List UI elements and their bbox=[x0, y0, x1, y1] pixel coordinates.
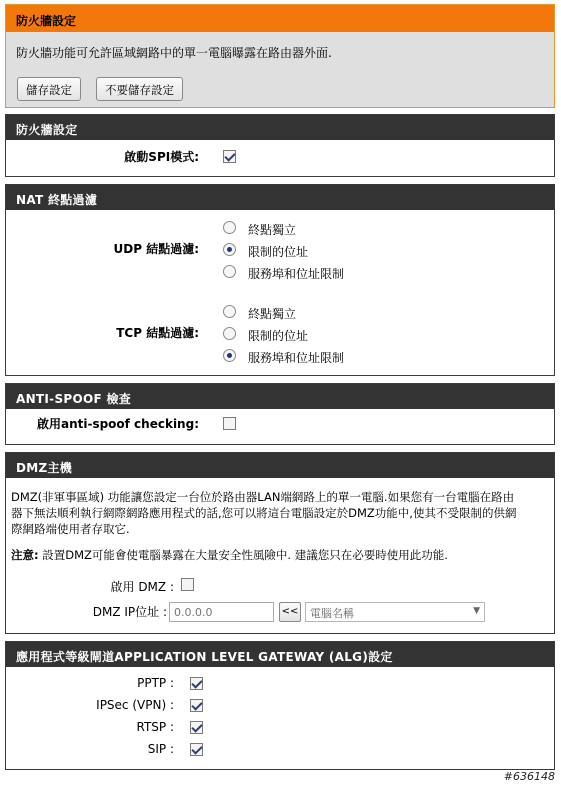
intro-title: 防火牆設定 bbox=[6, 5, 554, 32]
copy-computer-ip-button[interactable]: << bbox=[279, 602, 301, 622]
nat-filtering-section bbox=[5, 184, 555, 376]
firewall-settings-section bbox=[5, 114, 555, 177]
alg-section bbox=[5, 641, 555, 770]
anti-spoof-label: 啟用anti-spoof checking: bbox=[36, 417, 199, 431]
tcp-option-label: 限制的位址 bbox=[248, 329, 309, 343]
udp-option-label: 限制的位址 bbox=[248, 245, 309, 259]
alg-sip-checkbox[interactable] bbox=[190, 743, 203, 756]
spi-label: 啟動SPI模式: bbox=[124, 150, 199, 164]
tcp-option-label: 服務埠和位址限制 bbox=[248, 351, 345, 365]
udp-option-label: 終點獨立 bbox=[248, 223, 297, 237]
tcp-radio-port-address-restricted[interactable] bbox=[223, 349, 236, 362]
tcp-radio-endpoint-independent[interactable] bbox=[223, 305, 236, 318]
alg-rtsp-label: RTSP : bbox=[136, 720, 174, 734]
dmz-description-line: 際網路端使用者存取它. bbox=[11, 522, 130, 536]
save-settings-button[interactable]: 儲存設定 bbox=[17, 77, 81, 101]
tcp-option-label: 終點獨立 bbox=[248, 307, 297, 321]
udp-radio-port-address-restricted[interactable] bbox=[223, 265, 236, 278]
dmz-note bbox=[11, 547, 448, 563]
dmz-description-line: 器下無法順利執行網際網路應用程式的話,您可以將這台電腦設定於DMZ功能中,使其不受限制的供網 bbox=[11, 506, 517, 520]
alg-ipsec-checkbox[interactable] bbox=[190, 699, 203, 712]
udp-radio-address-restricted[interactable] bbox=[223, 243, 236, 256]
dont-save-settings-button[interactable]: 不要儲存設定 bbox=[96, 77, 183, 101]
tcp-filter-label: TCP 結點過濾: bbox=[116, 326, 199, 340]
alg-pptp-label: PPTP : bbox=[137, 676, 174, 690]
computer-name-select[interactable] bbox=[305, 602, 485, 622]
firewall-settings-title: 防火牆設定 bbox=[6, 115, 554, 140]
intro-description: 防火牆功能可允許區域網路中的單一電腦曝露在路由器外面. bbox=[16, 46, 332, 60]
computer-name-select-value: 電腦名稱 bbox=[310, 607, 354, 620]
dmz-enable-label: 啟用 DMZ : bbox=[110, 580, 174, 594]
chevron-down-icon: ▼ bbox=[473, 606, 480, 616]
udp-filter-label: UDP 結點過濾: bbox=[113, 242, 199, 256]
dmz-note-prefix: 注意: bbox=[11, 548, 39, 562]
dmz-ip-label: DMZ IP位址 : bbox=[92, 605, 167, 619]
spi-checkbox[interactable] bbox=[223, 150, 236, 163]
alg-rtsp-checkbox[interactable] bbox=[190, 721, 203, 734]
anti-spoof-section bbox=[5, 383, 555, 445]
reference-id: #636148 bbox=[503, 770, 555, 783]
dmz-host-section bbox=[5, 452, 555, 634]
intro-panel bbox=[5, 4, 555, 108]
udp-option-label: 服務埠和位址限制 bbox=[248, 267, 345, 281]
dmz-enable-checkbox[interactable] bbox=[181, 578, 194, 591]
anti-spoof-checkbox[interactable] bbox=[223, 417, 236, 430]
alg-sip-label: SIP : bbox=[147, 742, 174, 756]
alg-pptp-checkbox[interactable] bbox=[190, 677, 203, 690]
alg-title: 應用程式等級閘道APPLICATION LEVEL GATEWAY (ALG)設定 bbox=[6, 642, 554, 667]
dmz-ip-input[interactable] bbox=[169, 602, 274, 622]
dmz-description-line: DMZ(非軍事區域) 功能讓您設定一台位於路由器LAN端網路上的單一電腦.如果您有一台電腦在路由 bbox=[11, 490, 515, 504]
dmz-note-text: 設置DMZ可能會使電腦暴露在大量安全性風險中. 建議您只在必要時使用此功能. bbox=[38, 548, 448, 562]
alg-ipsec-label: IPSec (VPN) : bbox=[96, 698, 174, 712]
udp-radio-endpoint-independent[interactable] bbox=[223, 221, 236, 234]
dmz-host-title: DMZ主機 bbox=[6, 453, 554, 478]
nat-filtering-title: NAT 終點過濾 bbox=[6, 185, 554, 210]
tcp-radio-address-restricted[interactable] bbox=[223, 327, 236, 340]
anti-spoof-title: ANTI-SPOOF 檢查 bbox=[6, 384, 554, 409]
